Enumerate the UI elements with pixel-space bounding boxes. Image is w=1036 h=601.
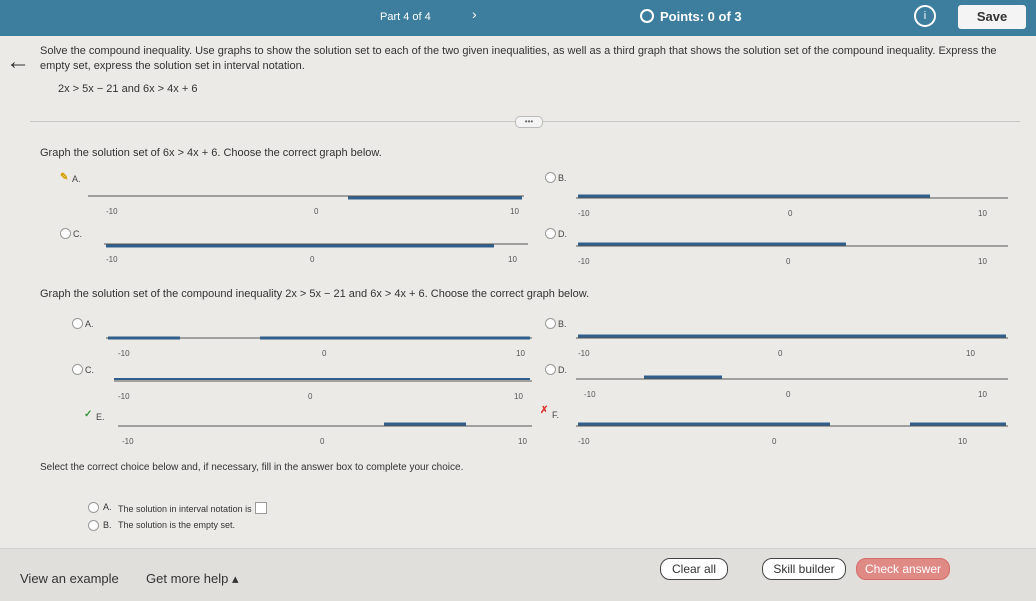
view-example-link[interactable]: View an example xyxy=(20,571,119,586)
top-bar xyxy=(0,0,1036,36)
tick-label-zero: 0 xyxy=(310,255,315,264)
q2-option-e-label: E. xyxy=(96,412,105,422)
q1-number-line-c xyxy=(102,236,530,264)
next-part-icon[interactable]: › xyxy=(472,6,477,22)
answer-b-label: B. xyxy=(103,520,112,530)
tick-label-max: 10 xyxy=(508,255,517,264)
answer-b-text: The solution is the empty set. xyxy=(118,520,236,530)
q1-number-line-b xyxy=(574,190,1010,218)
get-more-help-link[interactable]: Get more help ▴ xyxy=(146,571,239,586)
tick-label-zero: 0 xyxy=(322,349,327,358)
points-text: Points: 0 of 3 xyxy=(660,9,742,24)
tick-label-max: 10 xyxy=(518,437,527,446)
q2-option-c-label: C. xyxy=(85,365,94,375)
incorrect-mark-icon: ✗ xyxy=(540,405,549,416)
q2-option-d-radio[interactable] xyxy=(545,364,556,375)
info-icon[interactable]: i xyxy=(914,5,936,27)
tick-label-min: -10 xyxy=(118,349,130,358)
part-indicator: Part 4 of 4 xyxy=(380,11,431,23)
q2-number-line-d xyxy=(574,371,1010,399)
q1-number-line-a xyxy=(86,188,526,216)
tick-label-max: 10 xyxy=(958,437,967,446)
points-indicator xyxy=(640,9,742,24)
tick-label-max: 10 xyxy=(978,390,987,399)
q1-option-d-label: D. xyxy=(558,229,567,239)
bottom-bar xyxy=(0,548,1036,601)
tick-label-zero: 0 xyxy=(778,349,783,358)
q2-option-b-label: B. xyxy=(558,319,567,329)
tick-label-max: 10 xyxy=(510,207,519,216)
answer-input-box[interactable] xyxy=(255,502,267,514)
tick-label-min: -10 xyxy=(578,437,590,446)
save-button[interactable]: Save xyxy=(958,5,1026,29)
tick-label-max: 10 xyxy=(966,349,975,358)
select-choice-text: Select the correct choice below and, if necessary, fill in the answer box to complete your choice. xyxy=(40,462,464,473)
tick-label-zero: 0 xyxy=(788,209,793,218)
tick-label-min: -10 xyxy=(106,207,118,216)
tick-label-max: 10 xyxy=(978,209,987,218)
q2-number-line-c xyxy=(112,373,534,401)
q1-option-b-radio[interactable] xyxy=(545,172,556,183)
q2-option-a-radio[interactable] xyxy=(72,318,83,329)
points-circle-icon xyxy=(640,9,654,23)
q1-option-a-label: A. xyxy=(72,174,81,184)
tick-label-min: -10 xyxy=(578,349,590,358)
answer-a-radio[interactable] xyxy=(88,502,99,513)
tick-label-max: 10 xyxy=(514,392,523,401)
check-answer-button[interactable]: Check answer xyxy=(856,558,950,580)
tick-label-min: -10 xyxy=(578,257,590,266)
q2-option-a-label: A. xyxy=(85,319,94,329)
q1-option-b-label: B. xyxy=(558,173,567,183)
q1-option-d-radio[interactable] xyxy=(545,228,556,239)
tick-label-zero: 0 xyxy=(314,207,319,216)
tick-label-min: -10 xyxy=(106,255,118,264)
tick-label-zero: 0 xyxy=(786,390,791,399)
tick-label-min: -10 xyxy=(584,390,596,399)
q2-option-f-label: F. xyxy=(552,410,560,420)
q1-option-c-radio[interactable] xyxy=(60,228,71,239)
tick-label-min: -10 xyxy=(118,392,130,401)
clear-all-button[interactable]: Clear all xyxy=(660,558,728,580)
correct-mark-icon: ✓ xyxy=(84,409,93,420)
question2-prompt: Graph the solution set of the compound inequality 2x > 5x − 21 and 6x > 4x + 6. Choose the correct graph below. xyxy=(40,288,590,300)
back-arrow-icon[interactable]: ← xyxy=(6,48,30,75)
answer-a-label: A. xyxy=(103,502,112,512)
question1-prompt: Graph the solution set of 6x > 4x + 6. Choose the correct graph below. xyxy=(40,147,382,159)
skill-builder-button[interactable]: Skill builder xyxy=(762,558,846,580)
expand-dots-button[interactable]: ••• xyxy=(515,116,543,128)
tick-label-zero: 0 xyxy=(786,257,791,266)
answer-a-text xyxy=(118,502,267,514)
q2-number-line-b xyxy=(574,330,1010,358)
q1-option-c-label: C. xyxy=(73,229,82,239)
tick-label-max: 10 xyxy=(516,349,525,358)
tick-label-min: -10 xyxy=(578,209,590,218)
q2-option-d-label: D. xyxy=(558,365,567,375)
answer-a-text-content: The solution in interval notation is xyxy=(118,504,252,514)
tick-label-zero: 0 xyxy=(320,437,325,446)
hint-icon: ✎ xyxy=(60,172,69,183)
inequality-text: 2x > 5x − 21 and 6x > 4x + 6 xyxy=(58,83,198,95)
tick-label-zero: 0 xyxy=(308,392,313,401)
q2-option-c-radio[interactable] xyxy=(72,364,83,375)
q2-number-line-e xyxy=(116,418,534,446)
answer-b-radio[interactable] xyxy=(88,520,99,531)
tick-label-max: 10 xyxy=(978,257,987,266)
instructions-text: Solve the compound inequality. Use graphs to show the solution set to each of the two given inequalities, as well as a third graph that shows the solution set of the compound inequality. Express the empty set, express the solution set in interval notation. xyxy=(40,45,997,72)
q2-number-line-a xyxy=(104,330,534,358)
q1-number-line-d xyxy=(574,238,1010,266)
tick-label-min: -10 xyxy=(122,437,134,446)
q2-option-b-radio[interactable] xyxy=(545,318,556,329)
tick-label-zero: 0 xyxy=(772,437,777,446)
q2-number-line-f xyxy=(574,418,1010,446)
